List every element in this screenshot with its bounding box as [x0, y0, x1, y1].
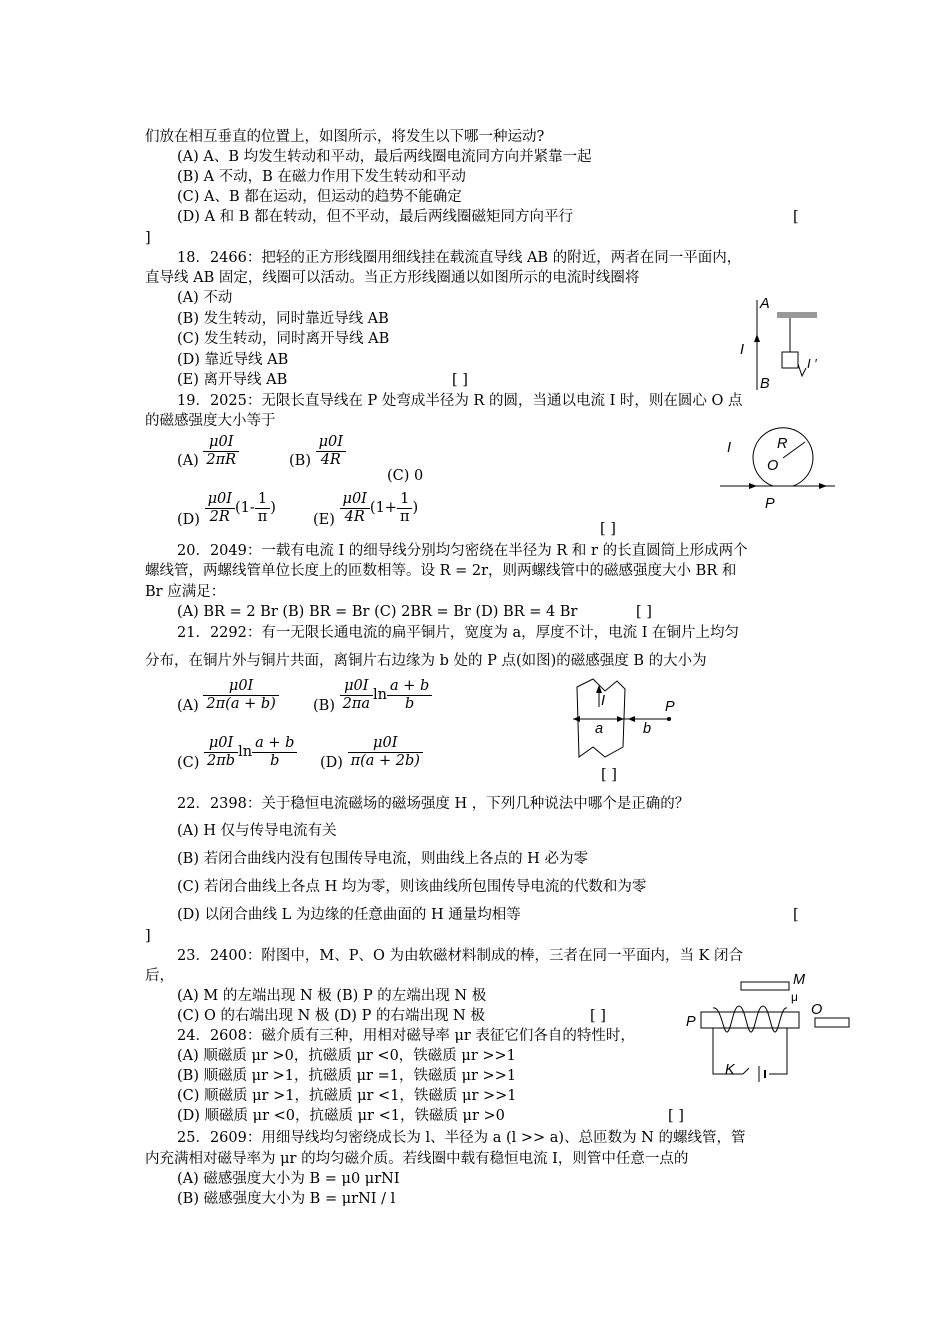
option-c: (C) 若闭合曲线上各点 H 均为零，则该曲线所包围传导电流的代数和为零 [177, 879, 647, 895]
wire-coil-diagram [735, 290, 835, 395]
label-current: I [740, 342, 745, 358]
label-current: I [727, 440, 732, 456]
label-radius: R [777, 436, 788, 452]
numerator: μ0I [340, 491, 370, 509]
copper-strip-diagram [565, 675, 690, 765]
q19-option-c: (C) 0 [387, 468, 424, 484]
option-b: (B) A 不动，B 在磁力作用下发生转动和平动 [177, 169, 466, 185]
text-line: 螺线管，两螺线管单位长度上的匝数相等。设 R = 2r，则两螺线管中的磁感强度大小 BR 和 [145, 563, 737, 579]
label-current: I [601, 693, 606, 709]
option-b: (B) 磁感强度大小为 B = μrNI / l [177, 1191, 396, 1207]
fraction [203, 678, 278, 713]
q19-option-b [289, 433, 346, 469]
numerator: μ0I [203, 678, 278, 696]
paren: (1+ [369, 500, 397, 516]
denominator: 2R [209, 508, 230, 525]
figure-21 [565, 675, 690, 765]
option-c: (C) A、B 都在运动，但运动的趋势不能确定 [177, 189, 462, 205]
answer-bracket: [ ] [600, 521, 616, 537]
option-d: (D) 靠近导线 AB [177, 352, 289, 368]
label-p: P [686, 1014, 696, 1030]
numerator: 1 [255, 491, 271, 509]
q21-option-c [177, 733, 297, 771]
label-k: K [725, 1062, 735, 1078]
numerator: μ0I [340, 678, 373, 696]
paren: (1- [234, 500, 255, 516]
figure-23 [683, 970, 853, 1090]
answer-bracket-open: [ [793, 209, 799, 225]
option-label: (A) [177, 698, 199, 714]
option-cd: (C) O 的右端出现 N 极 (D) P 的右端出现 N 极 [177, 1008, 485, 1024]
question-20: 20．2049：一载有电流 I 的细导线分别均匀密绕在半径为 R 和 r 的长直圆筒上形成两个 [177, 543, 748, 559]
option-label: (D) [177, 512, 200, 528]
fraction [203, 434, 239, 469]
answer-bracket: [ ] [636, 604, 652, 620]
answer-bracket: [ ] [601, 767, 617, 783]
fraction [205, 491, 235, 526]
fraction [348, 735, 423, 770]
option-e: (E) 离开导线 AB [177, 372, 288, 388]
figure-19 [715, 420, 840, 515]
option-label: (B) [289, 453, 311, 469]
question-18: 18．2466：把轻的正方形线圈用细线挂在载流直导线 AB 的附近，两者在同一平面内， [177, 250, 742, 266]
label-mu: μ [791, 990, 798, 1004]
option-label: (E) [313, 512, 335, 528]
option-label: (C) [177, 755, 200, 771]
fraction [204, 735, 238, 770]
text-line: 的磁感强度大小等于 [145, 413, 276, 429]
numerator: μ0I [316, 434, 346, 452]
figure-18 [735, 290, 835, 395]
q19-option-d [177, 488, 276, 528]
denominator: 2π(a + b) [206, 695, 276, 712]
option-c: (C) 发生转动，同时离开导线 AB [177, 331, 390, 347]
question-23: 23．2400：附图中，M、P、O 为由软磁材料制成的棒，三者在同一平面内，当 K 闭合 [177, 948, 743, 964]
numerator: 1 [397, 491, 413, 509]
label-center: O [767, 458, 779, 474]
q19-option-e [313, 488, 418, 528]
question-19: 19．2025：无限长直导线在 P 处弯成半径为 R 的圆，当通以电流 I 时，则在圆心 O 点 [177, 393, 743, 409]
label-width: a [595, 721, 604, 737]
denominator: π [399, 508, 410, 525]
q19-option-a [177, 433, 239, 469]
option-label: (B) [313, 698, 335, 714]
label-b: B [760, 376, 770, 392]
numerator: μ0I [348, 735, 423, 753]
paren: ) [270, 500, 276, 516]
fraction [316, 434, 346, 469]
text-line: 直导线 AB 固定，线圈可以活动。当正方形线圈通以如图所示的电流时线圈将 [145, 270, 640, 286]
option-label: (D) [320, 755, 343, 771]
question-25: 25．2609：用细导线均匀密绕成长为 l、半径为 a (l >> a)、总匝数为 N 的螺线管，管 [177, 1130, 746, 1146]
text-line: 内充满相对磁导率为 μr 的均匀磁介质。若线圈中载有稳恒电流 I，则管中任意一点的 [145, 1151, 689, 1167]
ln: ln [238, 744, 253, 760]
answer-bracket: [ ] [668, 1108, 684, 1124]
question-22: 22．2398：关于稳恒电流磁场的磁场强度 H ，下列几种说法中哪个是正确的？ [177, 796, 690, 812]
paren: ) [412, 500, 419, 516]
denominator: 4R [344, 508, 365, 525]
fraction [397, 491, 413, 526]
denominator: b [270, 752, 280, 769]
q20-options: (A) BR = 2 Br (B) BR = Br (C) 2BR = Br (D) BR = 4 Br [177, 604, 578, 620]
question-24: 24．2608：磁介质有三种，用相对磁导率 μr 表征它们各自的特性时， [177, 1028, 635, 1044]
option-ab: (A) M 的左端出现 N 极 (B) P 的左端出现 N 极 [177, 988, 487, 1004]
denominator: 4R [320, 451, 341, 468]
numerator: μ0I [203, 434, 239, 452]
label-coil-current: I ′ [807, 356, 817, 371]
text-line: 后， [145, 968, 174, 984]
option-d: (D) 以闭合曲线 L 为边缘的任意曲面的 H 通量均相等 [177, 907, 521, 923]
answer-bracket-close: ] [145, 928, 151, 944]
solenoid-rods-diagram [683, 970, 853, 1090]
option-a: (A) 顺磁质 μr >0，抗磁质 μr <0，铁磁质 μr >>1 [177, 1048, 516, 1064]
option-b: (B) 顺磁质 μr >1，抗磁质 μr =1，铁磁质 μr >>1 [177, 1068, 517, 1084]
option-a: (A) A、B 均发生转动和平动，最后两线圈电流同方向并紧靠一起 [177, 149, 592, 165]
answer-bracket-open: [ [793, 907, 799, 923]
numerator: μ0I [204, 735, 238, 753]
fraction [387, 678, 432, 713]
option-b: (B) 若闭合曲线内没有包围传导电流，则曲线上各点的 H 必为零 [177, 851, 588, 867]
answer-bracket: [ ] [452, 372, 468, 388]
text-line: 们放在相互垂直的位置上，如图所示，将发生以下哪一种运动? [145, 129, 545, 145]
q21-option-b [313, 676, 432, 714]
numerator: a + b [252, 735, 297, 753]
label-a: A [760, 296, 770, 312]
numerator: μ0I [205, 491, 235, 509]
question-21: 21．2292：有一无限长通电流的扁平铜片，宽度为 a，厚度不计，电流 I 在铜片上均匀 [177, 625, 740, 641]
option-a: (A) H 仅与传导电流有关 [177, 823, 337, 839]
denominator: 2πb [207, 752, 236, 769]
label-point: P [665, 699, 675, 715]
fraction [255, 491, 271, 526]
label-o: O [811, 1002, 823, 1018]
denominator: π(a + 2b) [350, 752, 420, 769]
denominator: π [257, 508, 268, 525]
answer-bracket: [ ] [590, 1008, 606, 1024]
text-line: 分布，在铜片外与铜片共面，离铜片右边缘为 b 处的 P 点(如图)的磁感强度 B 的大小为 [145, 653, 707, 669]
denominator: 2πR [206, 451, 237, 468]
answer-bracket-close: ] [145, 230, 151, 246]
denominator: 2πa [342, 695, 370, 712]
label-distance: b [643, 721, 652, 737]
option-b: (B) 发生转动，同时靠近导线 AB [177, 311, 389, 327]
option-a: (A) 不动 [177, 290, 233, 306]
denominator: b [404, 695, 415, 712]
option-c: (C) 顺磁质 μr >1，抗磁质 μr <1，铁磁质 μr >>1 [177, 1088, 517, 1104]
option-label: (A) [177, 453, 199, 469]
option-d: (D) 顺磁质 μr <0，抗磁质 μr <1，铁磁质 μr >0 [177, 1108, 505, 1124]
label-point: P [765, 496, 775, 512]
label-m: M [793, 972, 806, 988]
q21-option-a [177, 676, 279, 714]
text-line: Br 应满足： [145, 584, 226, 600]
fraction [252, 735, 297, 770]
ln: ln [373, 687, 387, 703]
fraction [340, 491, 370, 526]
option-d: (D) A 和 B 都在转动，但不平动，最后两线圈磁矩同方向平行 [177, 209, 574, 225]
numerator: a + b [387, 678, 432, 696]
fraction [340, 678, 373, 713]
q21-option-d [320, 733, 423, 771]
option-a: (A) 磁感强度大小为 B = μ0 μrNI [177, 1171, 400, 1187]
